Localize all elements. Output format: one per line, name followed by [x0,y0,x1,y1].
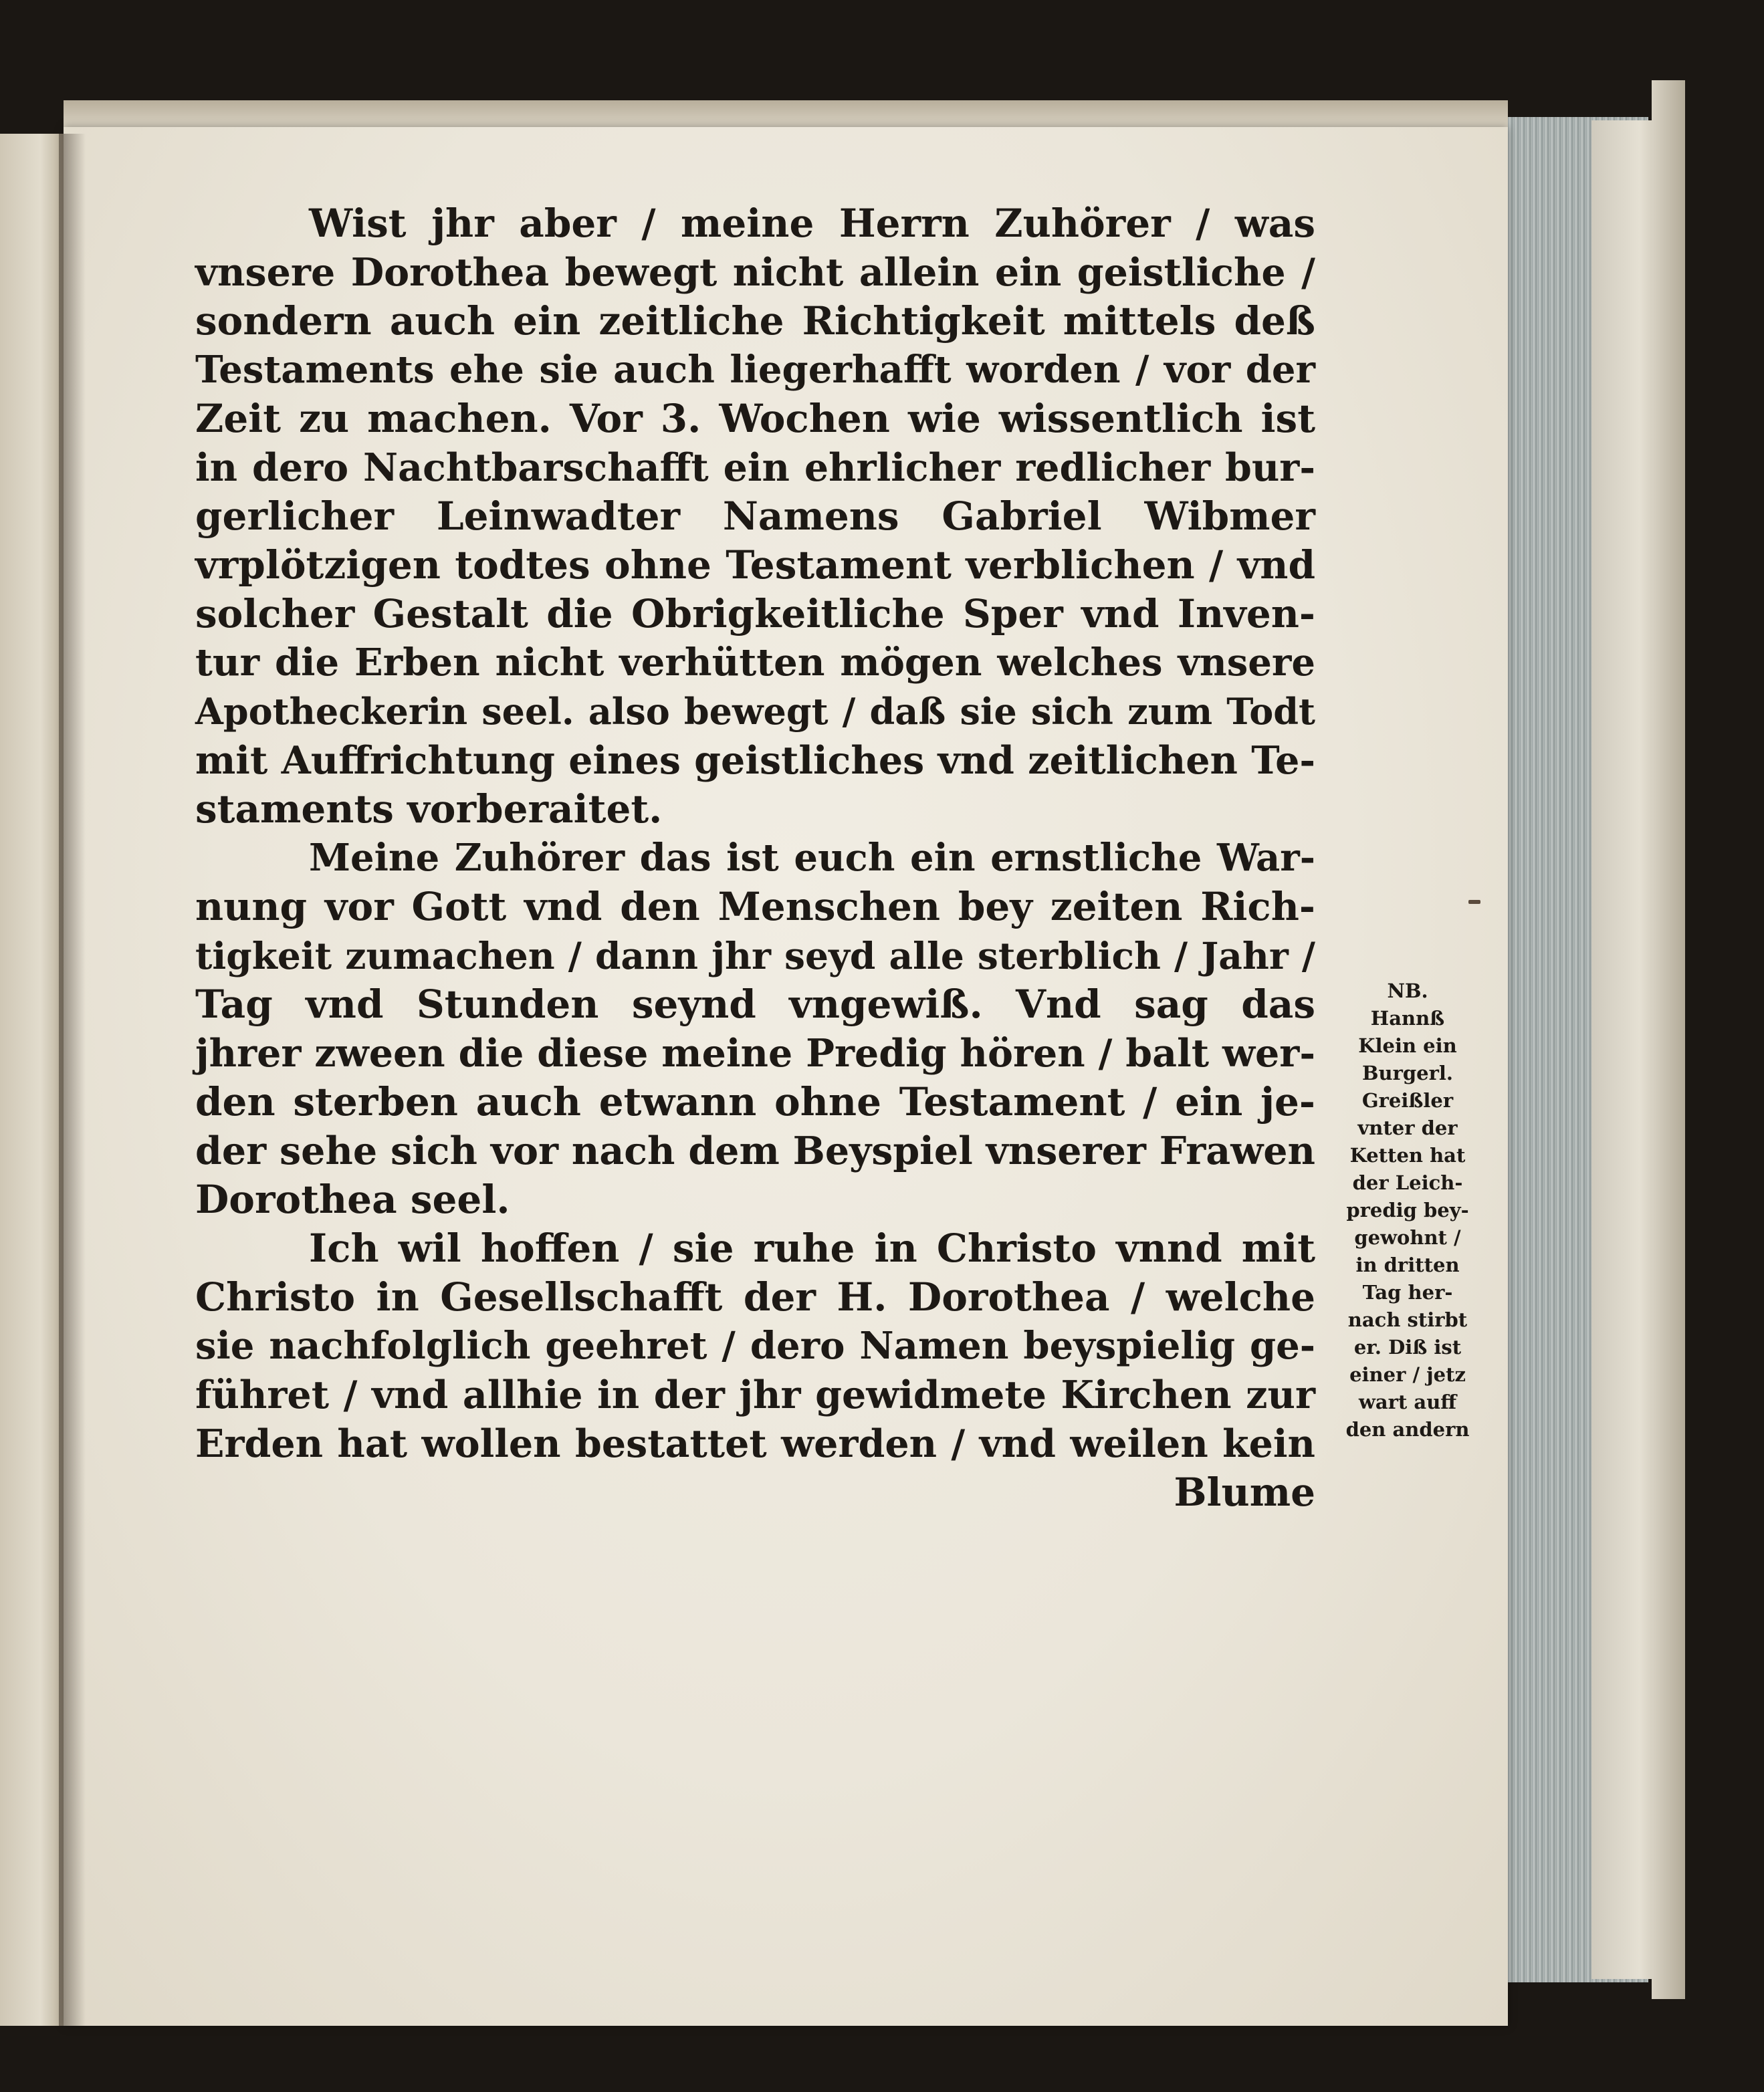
text-line: jhrer zween die diese meine Predig hören / balt wer- [195,1031,1315,1076]
text-line: Erden hat wollen bestattet werden / vnd weilen kein [195,1421,1315,1466]
gutter-shadow [59,134,86,2026]
text-line: gerlicher Leinwadter Namens Gabriel Wibmer [195,493,1315,539]
text-line: Ich wil hoffen / sie ruhe in Christo vnnd mit [309,1226,1315,1271]
text-line: tur die Erben nicht verhütten mögen welches vnsere [195,641,1315,685]
text-line: vrplötzigen todtes ohne Testament verblichen / vnd [195,542,1315,588]
text-line: nung vor Gott vnd den Menschen bey zeiten Rich- [195,884,1315,929]
marginal-line: Greißler [1361,1089,1454,1112]
margin-dash-mark [1468,900,1480,904]
marginal-note [1321,977,1495,1443]
text-line: sie nachfolglich geehret / dero Namen beyspielig ge- [195,1324,1315,1368]
text-line: mit Auffrichtung eines geistliches vnd zeitlichen Te- [195,738,1315,783]
text-line: Meine Zuhörer das ist euch ein ernstliche War- [309,836,1315,880]
marginal-line: gewohnt / [1354,1226,1461,1249]
text-line: sondern auch ein zeitliche Richtigkeit mittels deß [195,298,1315,344]
text-line: Zeit zu machen. Vor 3. Wochen wie wissentlich ist [195,396,1315,441]
catchword: Blume [1174,1470,1315,1515]
marginal-line: einer / jetz [1349,1363,1466,1386]
marginal-line: in dritten [1355,1254,1460,1276]
text-line: Dorothea seel. [195,1177,510,1222]
text-line: Apotheckerin seel. also bewegt / daß sie sich zum Todt [195,690,1315,733]
text-line: Wist jhr aber / meine Herrn Zuhörer / was [309,201,1315,246]
text-line: solcher Gestalt die Obrigkeitliche Sper vnd Inven- [195,591,1315,636]
text-line: staments vorberaitet. [195,786,663,832]
text-line: der sehe sich vor nach dem Beyspiel vnserer Frawen [195,1129,1315,1173]
marginal-line: der Leich- [1352,1171,1463,1194]
text-line: den sterben auch etwann ohne Testament / ein je- [195,1079,1315,1125]
marginal-line: er. Diß ist [1353,1336,1462,1359]
marginal-line: Tag her- [1362,1281,1453,1304]
marginal-line: nach stirbt [1347,1308,1468,1331]
text-line: Tag vnd Stunden seynd vngewiß. Vnd sag das [195,981,1315,1027]
text-line: Christo in Gesellschafft der H. Dorothea / welche [195,1274,1315,1320]
main-text-block [195,199,1315,1517]
text-line: Testaments ehe sie auch liegerhafft worden / vor der [195,348,1315,392]
marginal-line: predig bey- [1346,1199,1469,1222]
text-line: in dero Nachtbarschafft ein ehrlicher redlicher bur- [195,445,1315,490]
marginal-line: Ketten hat [1349,1144,1466,1167]
marginal-line: vnter der [1357,1117,1458,1139]
marginal-line: den andern [1345,1418,1470,1441]
text-line: tigkeit zumachen / dann jhr seyd alle sterblich / Jahr / [195,934,1315,977]
marginal-line: Klein ein [1358,1034,1457,1057]
marginal-line: Hannß [1370,1007,1445,1030]
text-line: vnsere Dorothea bewegt nicht allein ein geistliche / [195,250,1315,295]
marginal-line: NB. [1387,979,1428,1002]
marginal-line: Burgerl. [1362,1062,1453,1084]
book-cover-edge [1652,80,1685,1999]
text-line: führet / vnd allhie in der jhr gewidmete Kirchen zur [195,1373,1315,1417]
marginal-line: wart auff [1358,1391,1457,1413]
